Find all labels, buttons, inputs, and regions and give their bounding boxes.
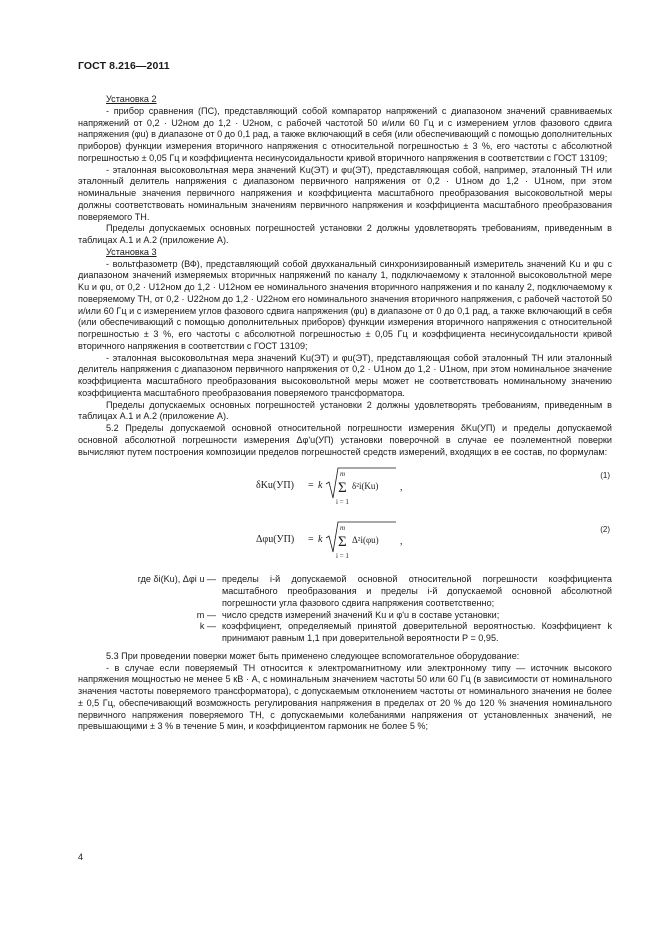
- formula-k: k: [318, 480, 323, 492]
- definition-desc: число средств измерений значений Ku и φ'u в составе установки;: [222, 609, 500, 620]
- definitions-list: [78, 574, 612, 645]
- document-header: ГОСТ 8.216—2011: [78, 60, 170, 72]
- formula-comma: ,: [400, 482, 403, 494]
- formula-1: [78, 464, 612, 512]
- sum-sign: Σ: [338, 480, 347, 497]
- formula-2: [78, 518, 612, 566]
- definition-term: m —: [196, 609, 216, 620]
- definition-desc: пределы i-й допускаемой основной относительной погрешности коэффициента масштабного преобразования и пределы i-й допускаемой основной абсолютной погрешности угла фазового сдвига напряжения соответственно;: [222, 574, 612, 608]
- definition-row: [78, 574, 612, 609]
- paragraph: Пределы допускаемых основных погрешностей установки 2 должны удовлетворять требованиям, приведенным в таблицах А.1 и А.2 (приложение А).: [78, 223, 612, 245]
- document-body: [78, 94, 612, 733]
- paragraph: - эталонная высоковольтная мера значений Ku(ЭТ) и φu(ЭТ), представляющая собой эталонный ТН или эталонный делитель напряжения с диапазоном первичного напряжения от 0,2 · U1ном до 1,2 · U1ном, при этом номинальное значение коэффициента масштабного преобразования высоковольтной меры может не соответствовать номинальному значению коэффициента масштабного преобразования поверяемого трансформатора.: [78, 352, 612, 398]
- paragraph-5-3: 5.3 При проведении поверки может быть применено следующее вспомогательное оборудование:: [106, 650, 520, 661]
- formula-lhs: Δφu(УП): [256, 534, 295, 546]
- formula-lhs: δKu(УП): [256, 480, 294, 492]
- sum-term: Δ²i(φu): [352, 535, 379, 546]
- formula-number: (1): [600, 471, 610, 481]
- sum-lower: i = 1: [336, 498, 349, 507]
- formula-equals: =: [308, 534, 314, 546]
- sum-upper: m: [340, 524, 346, 533]
- section-heading-setup-3: Установка 3: [106, 246, 157, 257]
- formula-number: (2): [600, 525, 610, 535]
- paragraph: - прибор сравнения (ПС), представляющий собой компаратор напряжений с диапазоном значений сравниваемых напряжений от 0,2 · U2ном до 1,2 · U2ном, с рабочей частотой 50 и/или 60 Гц и с измерением углов фазового сдвига напряжения (φu) в диапазоне от 0 до 0,1 рад, а также включающий в себя (или обеспечивающий с помощью дополнительных приборов) функции измерения вторичного напряжения с относительной погрешностью ± 3 %, его частоты с абсолютной погрешностью ± 0,05 Гц и коэффициента несинусоидальности кривой вторичного напряжения в соответствии с ГОСТ 13109;: [78, 105, 612, 163]
- definition-desc: коэффициент, определяемый принятой доверительной вероятностью. Коэффициент k принимают равным 1,1 при доверительной вероятности P = 0,95.: [222, 621, 612, 643]
- definition-row: [78, 621, 612, 645]
- paragraph-5-2: 5.2 Пределы допускаемой основной относительной погрешности измерения δKu(УП) и пределы допускаемой основной абсолютной погрешности измерения Δφ'u(УП) установки поверочной в случае ее поэлементной поверки вычисляют путем построения композиции пределов погрешностей средств измерений, входящих в ее состав, по формулам:: [78, 423, 612, 457]
- paragraph-auxiliary-equipment: - в случае если поверяемый ТН относится к электромагнитному или электронному типу — источник высокого напряжения мощностью не менее 5 кВ · А, с номинальным значением частоты 50 или 60 Гц (в зависимости от номинального значения частоты поверяемого трансформатора), с допускаемым отклонением частоты от номинального значения не более ± 0,5 Гц, обеспечивающий возможность регулирования напряжения в пределах от 20 % до 120 % значения номинального первичного напряжения поверяемого ТН, с допускаемыми колебаниями напряжения от установленных значений, не превышающими ± 3 % в течение 5 мин, и коэффициентом гармоник не более 5 %;: [78, 662, 612, 732]
- definition-term: k —: [199, 621, 216, 632]
- formula-1-graphic: [256, 464, 456, 510]
- formula-k: k: [318, 534, 323, 546]
- page-number: 4: [78, 852, 84, 862]
- sum-sign: Σ: [338, 534, 347, 551]
- paragraph: - вольтфазометр (ВФ), представляющий собой двухканальный синхронизированный измеритель значений Ku и φu с диапазоном значений измеряемых вторичных напряжений по каналу 1, подключаемому к эталонной высоковольтной мере Ku и φu, от 0,2 · U12ном до 1,2 · U12ном ее номинального значения вторичного напряжения и по каналу 2, подключаемому к поверяемому ТН, от 0,2 · U22ном до 1,2 · U22ном его номинального значения вторичного напряжения, с рабочей частотой 50 и/или 60 Гц и с измерением углов фазового сдвига напряжения (φu) в диапазоне от 0 до 0,1 рад, а также включающий в себя (или обеспечивающий с помощью дополнительных приборов) функции измерения вторичного напряжения с относительной погрешностью ± 3 %, его частоты с абсолютной погрешностью ± 0,05 Гц и коэффициента несинусоидальности кривой вторичного напряжения в соответствии с ГОСТ 13109;: [78, 258, 612, 351]
- sum-lower: i = 1: [336, 552, 349, 561]
- definition-term: где δi(Ku), Δφi u —: [137, 574, 216, 585]
- paragraph: Пределы допускаемых основных погрешностей установки 2 должны удовлетворять требованиям, приведенным в таблицах А.1 и А.2 (приложение А).: [78, 399, 612, 422]
- formula-comma: ,: [400, 536, 403, 548]
- formula-2-graphic: [256, 518, 456, 564]
- paragraph: - эталонная высоковольтная мера значений Ku(ЭТ) и φu(ЭТ), представляющая собой, например, эталонный ТН или эталонный делитель напряжения с диапазоном первичного напряжения от 0,2 · U1ном до 1,2 · U1ном, при этом номинальные значения первичного напряжения и коэффициента масштабного преобразования высоковольтной меры должны соответствовать номинальным значениям первичного напряжения и коэффициента масштабного преобразования поверяемого ТН.: [78, 164, 612, 222]
- sum-upper: m: [340, 470, 346, 479]
- section-heading-setup-2: Установка 2: [106, 94, 157, 104]
- formula-equals: =: [308, 480, 314, 492]
- sum-term: δ²i(Ku): [352, 481, 379, 492]
- definition-row: [78, 610, 612, 622]
